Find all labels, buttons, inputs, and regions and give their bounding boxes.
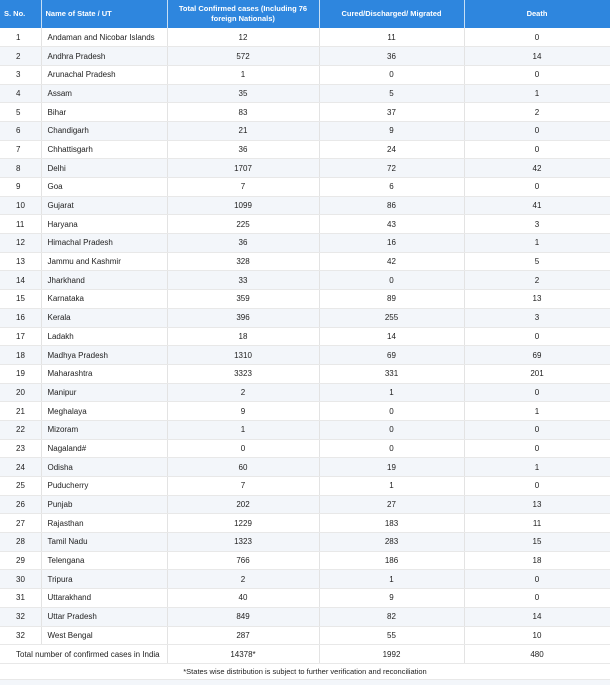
row-cured: 42	[319, 252, 464, 271]
row-sno: 14	[0, 271, 41, 290]
table-row	[0, 477, 610, 496]
row-confirmed: 35	[167, 84, 319, 103]
table-row	[0, 607, 610, 626]
row-death: 2	[464, 271, 610, 290]
table-row	[0, 178, 610, 197]
row-confirmed: 18	[167, 327, 319, 346]
row-cured: 1	[319, 477, 464, 496]
row-confirmed: 3323	[167, 364, 319, 383]
row-state-name: Maharashtra	[41, 364, 167, 383]
row-confirmed: 1707	[167, 159, 319, 178]
row-state-name: Kerala	[41, 308, 167, 327]
header-cured: Cured/Discharged/ Migrated	[319, 0, 464, 28]
row-sno: 26	[0, 495, 41, 514]
table-row	[0, 514, 610, 533]
table-row	[0, 589, 610, 608]
row-confirmed: 36	[167, 140, 319, 159]
table-row	[0, 327, 610, 346]
header-sno: S. No.	[0, 0, 41, 28]
table-row	[0, 47, 610, 66]
table-row	[0, 271, 610, 290]
row-death: 0	[464, 65, 610, 84]
row-confirmed: 2	[167, 383, 319, 402]
total-death: 480	[464, 645, 610, 664]
row-sno: 17	[0, 327, 41, 346]
row-cured: 55	[319, 626, 464, 645]
row-state-name: Gujarat	[41, 196, 167, 215]
row-cured: 69	[319, 346, 464, 365]
row-death: 13	[464, 495, 610, 514]
row-death: 0	[464, 178, 610, 197]
row-cured: 16	[319, 234, 464, 253]
row-sno: 30	[0, 570, 41, 589]
table-row	[0, 439, 610, 458]
table-row	[0, 159, 610, 178]
row-cured: 24	[319, 140, 464, 159]
row-cured: 36	[319, 47, 464, 66]
row-death: 0	[464, 589, 610, 608]
row-cured: 89	[319, 290, 464, 309]
row-sno: 32	[0, 626, 41, 645]
row-death: 42	[464, 159, 610, 178]
row-death: 1	[464, 458, 610, 477]
row-death: 41	[464, 196, 610, 215]
table-row	[0, 84, 610, 103]
table-row	[0, 140, 610, 159]
row-sno: 31	[0, 589, 41, 608]
table-row	[0, 103, 610, 122]
row-cured: 72	[319, 159, 464, 178]
row-state-name: Andaman and Nicobar Islands	[41, 28, 167, 47]
row-death: 14	[464, 47, 610, 66]
row-death: 0	[464, 28, 610, 47]
table-row	[0, 65, 610, 84]
table-row	[0, 196, 610, 215]
row-sno: 18	[0, 346, 41, 365]
row-state-name: Himachal Pradesh	[41, 234, 167, 253]
row-confirmed: 1099	[167, 196, 319, 215]
total-row	[0, 645, 610, 664]
row-state-name: Jammu and Kashmir	[41, 252, 167, 271]
row-sno: 27	[0, 514, 41, 533]
row-confirmed: 40	[167, 589, 319, 608]
row-sno: 24	[0, 458, 41, 477]
row-cured: 9	[319, 589, 464, 608]
row-death: 0	[464, 383, 610, 402]
footer-bar	[0, 680, 610, 685]
row-sno: 6	[0, 121, 41, 140]
row-sno: 16	[0, 308, 41, 327]
row-death: 0	[464, 477, 610, 496]
table-row	[0, 121, 610, 140]
row-death: 10	[464, 626, 610, 645]
row-sno: 15	[0, 290, 41, 309]
row-confirmed: 60	[167, 458, 319, 477]
row-death: 3	[464, 215, 610, 234]
table-row	[0, 402, 610, 421]
row-cured: 183	[319, 514, 464, 533]
row-confirmed: 21	[167, 121, 319, 140]
row-cured: 86	[319, 196, 464, 215]
row-cured: 37	[319, 103, 464, 122]
table-row	[0, 533, 610, 552]
table-row	[0, 346, 610, 365]
row-confirmed: 225	[167, 215, 319, 234]
row-confirmed: 287	[167, 626, 319, 645]
table-body	[0, 28, 610, 645]
row-cured: 283	[319, 533, 464, 552]
row-confirmed: 7	[167, 178, 319, 197]
row-state-name: Chhattisgarh	[41, 140, 167, 159]
table-row	[0, 215, 610, 234]
row-confirmed: 2	[167, 570, 319, 589]
row-sno: 11	[0, 215, 41, 234]
row-death: 69	[464, 346, 610, 365]
row-confirmed: 1	[167, 420, 319, 439]
row-confirmed: 0	[167, 439, 319, 458]
row-confirmed: 572	[167, 47, 319, 66]
row-state-name: Odisha	[41, 458, 167, 477]
row-sno: 3	[0, 65, 41, 84]
row-death: 15	[464, 533, 610, 552]
table-row	[0, 364, 610, 383]
row-state-name: Tamil Nadu	[41, 533, 167, 552]
table-row	[0, 28, 610, 47]
row-sno: 10	[0, 196, 41, 215]
row-sno: 2	[0, 47, 41, 66]
row-state-name: Ladakh	[41, 327, 167, 346]
row-cured: 1	[319, 383, 464, 402]
table-row	[0, 234, 610, 253]
table-row	[0, 495, 610, 514]
row-state-name: Haryana	[41, 215, 167, 234]
row-cured: 19	[319, 458, 464, 477]
row-sno: 19	[0, 364, 41, 383]
table-row	[0, 626, 610, 645]
row-death: 1	[464, 234, 610, 253]
total-label: Total number of confirmed cases in India	[0, 645, 167, 664]
row-state-name: Tripura	[41, 570, 167, 589]
row-cured: 9	[319, 121, 464, 140]
row-death: 0	[464, 327, 610, 346]
row-sno: 4	[0, 84, 41, 103]
row-confirmed: 12	[167, 28, 319, 47]
row-death: 0	[464, 121, 610, 140]
table-row	[0, 458, 610, 477]
row-death: 5	[464, 252, 610, 271]
row-sno: 8	[0, 159, 41, 178]
table-row	[0, 420, 610, 439]
row-cured: 27	[319, 495, 464, 514]
row-state-name: Puducherry	[41, 477, 167, 496]
row-confirmed: 1310	[167, 346, 319, 365]
row-sno: 9	[0, 178, 41, 197]
row-death: 1	[464, 84, 610, 103]
row-confirmed: 83	[167, 103, 319, 122]
row-confirmed: 359	[167, 290, 319, 309]
row-sno: 32	[0, 607, 41, 626]
total-cured: 1992	[319, 645, 464, 664]
row-cured: 0	[319, 402, 464, 421]
table-row	[0, 383, 610, 402]
row-sno: 22	[0, 420, 41, 439]
row-sno: 29	[0, 551, 41, 570]
row-state-name: Arunachal Pradesh	[41, 65, 167, 84]
row-cured: 0	[319, 65, 464, 84]
row-confirmed: 7	[167, 477, 319, 496]
row-state-name: Meghalaya	[41, 402, 167, 421]
row-cured: 43	[319, 215, 464, 234]
row-sno: 20	[0, 383, 41, 402]
row-cured: 255	[319, 308, 464, 327]
header-state-name: Name of State / UT	[41, 0, 167, 28]
row-state-name: Assam	[41, 84, 167, 103]
row-death: 14	[464, 607, 610, 626]
row-sno: 21	[0, 402, 41, 421]
table-row	[0, 308, 610, 327]
row-confirmed: 33	[167, 271, 319, 290]
row-confirmed: 328	[167, 252, 319, 271]
header-death: Death	[464, 0, 610, 28]
row-cured: 0	[319, 439, 464, 458]
row-state-name: Rajasthan	[41, 514, 167, 533]
row-sno: 28	[0, 533, 41, 552]
total-confirmed: 14378*	[167, 645, 319, 664]
row-sno: 25	[0, 477, 41, 496]
row-confirmed: 1323	[167, 533, 319, 552]
row-death: 3	[464, 308, 610, 327]
row-confirmed: 9	[167, 402, 319, 421]
row-state-name: Goa	[41, 178, 167, 197]
row-confirmed: 396	[167, 308, 319, 327]
row-state-name: Jharkhand	[41, 271, 167, 290]
row-death: 1	[464, 402, 610, 421]
row-state-name: Uttarakhand	[41, 589, 167, 608]
row-sno: 1	[0, 28, 41, 47]
row-confirmed: 766	[167, 551, 319, 570]
row-death: 201	[464, 364, 610, 383]
row-cured: 0	[319, 271, 464, 290]
row-confirmed: 202	[167, 495, 319, 514]
row-cured: 11	[319, 28, 464, 47]
row-cured: 14	[319, 327, 464, 346]
table-row	[0, 290, 610, 309]
row-state-name: Nagaland#	[41, 439, 167, 458]
row-cured: 331	[319, 364, 464, 383]
row-death: 0	[464, 439, 610, 458]
row-state-name: Telengana	[41, 551, 167, 570]
row-state-name: Delhi	[41, 159, 167, 178]
row-state-name: Chandigarh	[41, 121, 167, 140]
row-state-name: Madhya Pradesh	[41, 346, 167, 365]
row-cured: 186	[319, 551, 464, 570]
row-state-name: Bihar	[41, 103, 167, 122]
row-sno: 23	[0, 439, 41, 458]
row-sno: 7	[0, 140, 41, 159]
row-death: 11	[464, 514, 610, 533]
table-header-row	[0, 0, 610, 28]
row-confirmed: 1	[167, 65, 319, 84]
table-row	[0, 252, 610, 271]
row-cured: 82	[319, 607, 464, 626]
row-state-name: Manipur	[41, 383, 167, 402]
row-state-name: Punjab	[41, 495, 167, 514]
row-confirmed: 849	[167, 607, 319, 626]
table-row	[0, 570, 610, 589]
row-sno: 12	[0, 234, 41, 253]
row-state-name: Karnataka	[41, 290, 167, 309]
row-death: 0	[464, 570, 610, 589]
row-cured: 5	[319, 84, 464, 103]
row-state-name: Mizoram	[41, 420, 167, 439]
header-confirmed: Total Confirmed cases (Including 76 foreign Nationals)	[167, 0, 319, 28]
row-state-name: Uttar Pradesh	[41, 607, 167, 626]
row-death: 0	[464, 140, 610, 159]
row-death: 0	[464, 420, 610, 439]
row-state-name: West Bengal	[41, 626, 167, 645]
row-cured: 0	[319, 420, 464, 439]
row-state-name: Andhra Pradesh	[41, 47, 167, 66]
footnote: *States wise distribution is subject to further verification and reconciliation	[0, 664, 610, 680]
row-cured: 1	[319, 570, 464, 589]
row-death: 18	[464, 551, 610, 570]
row-confirmed: 36	[167, 234, 319, 253]
row-cured: 6	[319, 178, 464, 197]
row-confirmed: 1229	[167, 514, 319, 533]
row-sno: 5	[0, 103, 41, 122]
row-death: 2	[464, 103, 610, 122]
row-sno: 13	[0, 252, 41, 271]
table-row	[0, 551, 610, 570]
row-death: 13	[464, 290, 610, 309]
